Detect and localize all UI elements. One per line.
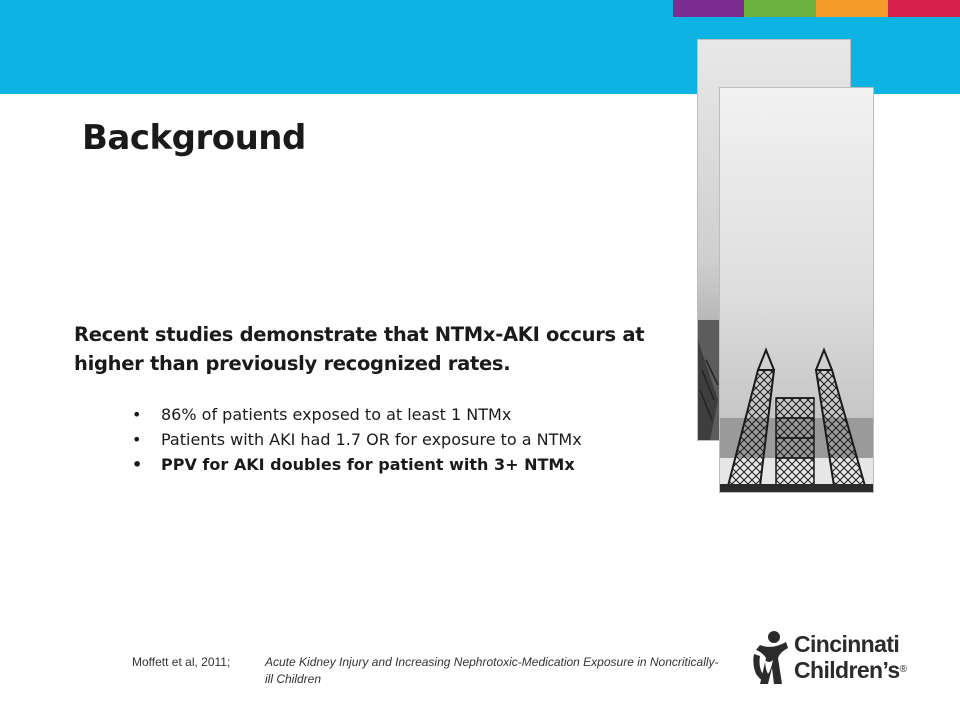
lead-statement: Recent studies demonstrate that NTMx-AKI occurs at higher than previously recognized rates. (74, 323, 645, 375)
bullet-icon: • (132, 430, 142, 449)
bullet-list (132, 402, 582, 477)
logo-line-1: Cincinnati (794, 631, 900, 657)
bullet-item (132, 427, 582, 452)
cincinnati-childrens-logo (752, 630, 927, 686)
bullet-text: Patients with AKI had 1.7 OR for exposure to a NTMx (161, 430, 582, 449)
logo-line-2: Children’s® (794, 657, 907, 683)
accent-strip-orange (816, 0, 888, 17)
slide-title: Background (82, 118, 306, 158)
citation-title: Acute Kidney Injury and Increasing Nephrotoxic-Medication Exposure in Noncritically-ill Children (265, 655, 719, 686)
accent-strip-purple (673, 0, 744, 17)
accent-strip-green (744, 0, 816, 17)
bullet-item (132, 402, 582, 427)
bullet-icon: • (132, 455, 143, 474)
citation-author: Moffett et al, 2011; (132, 655, 231, 669)
photo-eiffel-front (720, 88, 873, 492)
bullet-text: 86% of patients exposed to at least 1 NTMx (161, 405, 512, 424)
bullet-text: PPV for AKI doubles for patient with 3+ NTMx (161, 455, 575, 474)
accent-strip-red (888, 0, 960, 17)
child-figure-icon (752, 630, 792, 686)
bullet-item-emphasis (132, 452, 582, 477)
registered-mark: ® (899, 664, 907, 675)
logo-text (794, 631, 906, 683)
bullet-icon: • (132, 405, 142, 424)
